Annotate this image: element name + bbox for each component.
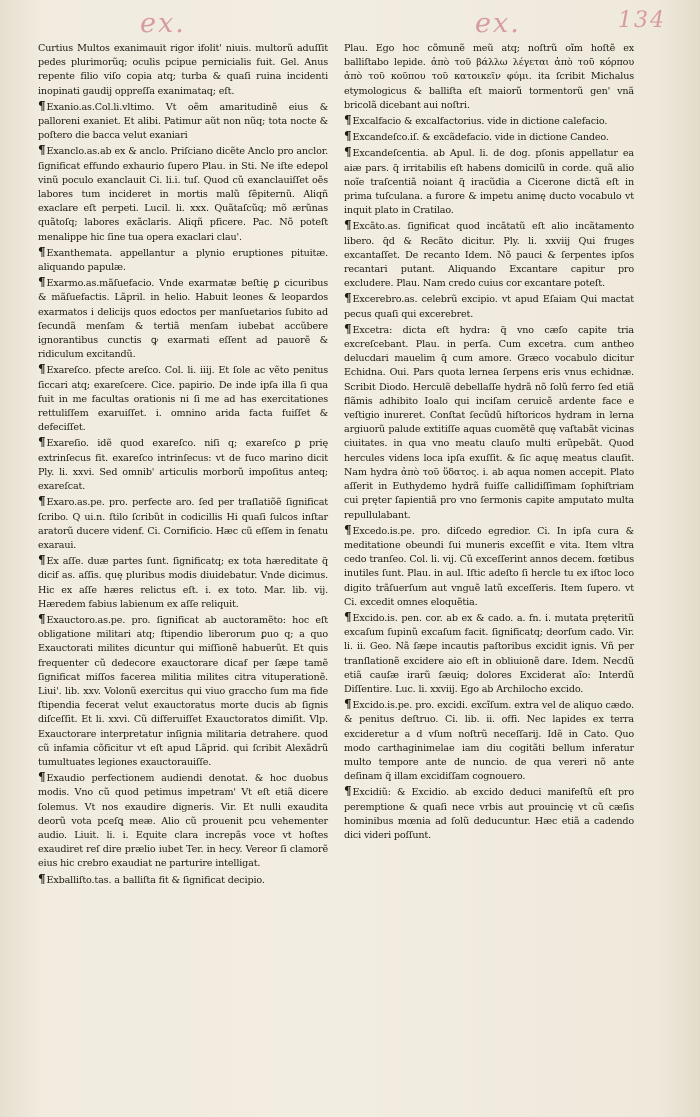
entry-text: Excandeſcentia. ab Apul. li. de dog. pſonis appellatur ea aiæ pars. q̃ irritabilis eſt habens domicilũ in corde. quã alio noĩe traſcentiã noiant q̃ iracũdia a Cicerone dictã eſt in prima tuſculana. a furore & impetu animę ducto vocabulo vt inquit plato in Cratilao. [344,148,634,217]
pilcrow-icon: ¶ [38,553,46,568]
pilcrow-icon: ¶ [344,609,352,624]
entry-text: Exareſio. idẽ quod exareſco. niſi q; exareſco ꝑ prię extrinſecus fit. exareſco intrinſecus: vt de fuco marino dicit Ply. li. xxvi. Sed omnib' articulis morborũ impoſitus anteq; exareſcat. [38,438,328,493]
entry-text: Exarmo.as.mãſuefacio. Vnde exarmatæ beſtię ꝑ cicuribus & mãſuefactis. Lãpril. in helio. Habuit leones & leopardos exarmatos i delicijs quos edoctos per manſuetarios ſubito ad ſecundã menſam & tertiã menſam iubebat accũbere ignorantibus cunctis ꝙ exarmati eſſent ad pauorẽ & ridiculum excitandũ. [38,278,328,361]
entry-text: Excido.is.pe. pro. excidi. excĩſum. extra vel de aliquo cædo. & penitus deſtruo. Ci. lib. ii. offi. Nec lapides ex terra excideretur a d vſum noſtrũ neceſſarij. Idẽ in Cato. Quo modo carthaginimelae iam diu cogitãti bellum inferatur multo tempore ante de nuncio. de qua vereri nõ ante deſinam q̃ illam excidiſſam cognouero. [344,700,634,783]
right-column-entry [344,42,634,113]
right-column-entry [344,291,634,321]
right-margin-annotation: ex. [475,8,521,39]
left-column-entry [38,99,328,144]
entry-text: Exauctoro.as.pe. pro. ſignificat ab auctoramẽto: hoc eſt obligatione militari atq; ſtipendio liberorum ꝑuo q; a quo Exauctorati milites dicuntur qui miſſionẽ habuerũt. Et quis frequenter cũ dedecore exauctorare dicaf per ſæpe tamẽ ſignificat miſſos facerea militia milites citra vituperationẽ. Liui'. lib. xxv. Volonũ exercitus qui viuo graccho ſum ma fide ſtipendia fecerat velut exauctoratus morte ducis ab ſignis diſceſſit. Et li. xxvi. Cũ diſferuiſſet Exauctoratos dimiſit. Vlp. Exauctorare interpretatur inſignia militaria detrahere. quod cũ infamia cõficitur vt eſt apud Lãprid. qui ſcribit Alexãdrũ tumultuates legiones exauctorauiſſe. [38,614,328,768]
left-column-entry [38,435,328,494]
pilcrow-icon: ¶ [38,871,46,886]
entry-text: Exanthemata. appellantur a plynio eruptiones pituitæ. aliquando papulæ. [38,247,328,274]
pilcrow-icon: ¶ [344,129,352,144]
pilcrow-icon: ¶ [344,113,352,128]
left-column-entry [38,494,328,553]
left-column-entry [38,553,328,612]
pilcrow-icon: ¶ [38,770,46,785]
pilcrow-icon: ¶ [344,218,352,233]
pilcrow-icon: ¶ [38,98,46,113]
left-column-entry [38,770,328,871]
pilcrow-icon: ¶ [344,145,352,160]
entry-text: Excalfacio & excalfactorius. vide in dictione calefacio. [352,116,608,128]
pilcrow-icon: ¶ [38,275,46,290]
left-column-entry [38,612,328,770]
entry-text: Exaudio perfectionem audiendi denotat. & hoc duobus modis. Vno cũ quod petimus impetram' Vt eſt etiã dicere ſolemus. Vt nos exaudire digneris. Vir. Et nulli exaudita deorũ vota pceſꝗ meæ. Alio cũ prouenit pcu vehementer audio. Liuit. li. i. Equite clara increpãs voce vt hoſtes exaudiret reſ dire prælio iubet Ter. in hecy. Vereor ſi clamorẽ eius hic crebro exaudiat ne parturire intelligat. [38,773,328,870]
left-column-entry [38,362,328,435]
entry-text: Curtius Multos exanimauit rigor ifolit' niuis. multorũ aduſſit pedes plurimorũq; oculis pcipue pernicialis fuit. Gel. Anus repente filio viſo copia atq; turba & quaſi ruina incidenti inopinati gaudij oppreſſa exanimataq; eſt. [38,43,328,97]
right-column-entry [344,610,634,697]
right-column-entry [344,523,634,610]
entry-text: Excerebro.as. celebrũ excipio. vt apud Eſaiam Qui mactat pecus quaſi qui excerebret. [344,294,634,320]
pilcrow-icon: ¶ [38,435,46,450]
entry-text: Plau. Ego hoc cõmunẽ meũ atq; noſtrũ oĩm hoſtẽ ex balliſtabo lepide. ἀπὸ τοῦ βάλλω λέγεται ἀπὸ τοῦ κόρπου ἀπὸ τοῦ κοῦπου τοῦ κατοικεῖν φύμι. ita ſcribit Michalus etymologicus & balliſta eſt maiorũ tormentorũ gen' vnã bricolã dicebant aui noſtri. [344,43,634,111]
left-column-entry [38,143,328,244]
entry-text: Exballiſto.tas. a balliſta fit & ſignificat decipio. [46,874,265,886]
folio-number: 134 [618,8,666,33]
right-column-entry [344,113,634,129]
left-column [38,42,328,888]
right-column-entry [344,322,634,523]
pilcrow-icon: ¶ [38,244,46,259]
entry-text: Excedo.is.pe. pro. diſcedo egredior. Ci. In ipſa cura & meditatione obeundi ſui muneris exceſſit e vita. Item vltra cedo tranſeo. Col. li. vij. Cũ exceſſerint annos decem. fœtibus inutiles ſunt. Plau. in aul. Iſtic adeſto ſi hercle tu ex iſtoc loco digito trãſuerſum aut vnguẽ latũ exceſſeris. Item ſupero. vt Ci. excedit omnes eloquẽtia. [344,525,634,608]
pilcrow-icon: ¶ [344,784,352,799]
entry-text: Excido.is. pen. cor. ab ex & cado. a. fn. i. mutata pręteritũ excaſum ſupinũ excaſum facit. ſignificatq; deorſum cado. Vir. li. ii. Geo. Nã ſæpe incautis paſtoribus excidit ignis. Vñ per tranſlationẽ excidere aio eſt in obliuionẽ dare. Idem. Necdũ etiã cauſæ irarũ ſæuiq; dolores Exciderat aĩo: Interdũ Diſſentire. Luc. li. xxviij. Ego ab Archilocho excido. [344,612,634,695]
pilcrow-icon: ¶ [38,494,46,509]
pilcrow-icon: ¶ [344,291,352,306]
pilcrow-icon: ¶ [38,611,46,626]
pilcrow-icon: ¶ [38,362,46,377]
entry-text: Ex aſſe. duæ partes ſunt. ſignificatq; ex tota hæreditate q̃ dicif as. aſſis. quę pluribus modis diuidebatur. Vnde dicimus. Hic ex aſſe hæres relictus eſt. i. ex toto. Mar. lib. vij. Hæredem fabius labienum ex aſſe reliquit. [38,556,328,610]
entry-text: Exareſco. pfecte areſco. Col. li. iiij. Et ſole ac vẽto penitus ſiccari atq; exareſcere. Cice. papirio. De inde ipſa illa ſi qua fuit in me facultas orationis ni ſi me ad has exercitationes rettuliſſem exaruiſſet. i. omnino arida facta fuiſſet & defeciſſet. [38,365,328,434]
pilcrow-icon: ¶ [344,522,352,537]
right-column-entry [344,129,634,145]
entry-text: Excandeſco.iſ. & excãdefacio. vide in dictione Candeo. [352,132,609,144]
pilcrow-icon: ¶ [344,321,352,336]
right-column-entry [344,218,634,291]
entry-text: Exaro.as.pe. pro. perfecte aro. ſed per traſlatiõẽ ſignificat ſcribo. Q ui.n. ſtilo ſcribũt in codicillis Hi quaſi ſulcos inſtar aratorũ ducere videnf. Ci. Cornificio. Hæc cũ eſſem in ſenatu exaraui. [38,497,328,551]
entry-text: Exanclo.as.ab ex & anclo. Priſciano dicẽte Anclo pro anclor. ſignificat effundo exhaurio ſupero Plau. in Sti. Ne iſte edepol vinũ poculo exanclauit Ci. li.i. tuſ. Quod cũ exanclauiſſet oẽs labores tum incideret in mortis malũ ſẽpiternũ. Aliqñ exaclare eſt perpeti. Lucil. li. xxx. Quãtaſcũq; mõ ærũnas quãtoſq; labores exãclaris. Aliqñ pficere. Pac. Nõ poteſt menalippe hic ſine tua opera exaclari clau'. [38,146,328,243]
pilcrow-icon: ¶ [38,143,46,158]
right-column-entry [344,697,634,784]
left-column-entry [38,245,328,275]
right-column [344,42,634,843]
right-column-entry [344,145,634,218]
right-column-entry [344,784,634,843]
entry-text: Excidiũ: & Excidio. ab excido deduci manifeſtũ eſt pro peremptione & quaſi nece vrbis aut prouincię vt cũ cæſis hominibus mœnia ad ſolũ deducuntur. Hæc etiã a cadendo dici videri poſſunt. [344,787,634,841]
entry-text: Excetra: dicta eſt hydra: q̃ vno cæſo capite tria excreſcebant. Plau. in perſa. Cum excetra. cum antheo delucdari mauelim q̃ cum amore. Græco vocabulo dicitur Echidna. Oui. Pars quota lernea ſerpens eris vnus echidnæ. Scribit Diodo. Herculẽ debellaſſe hydrã nõ ſolũ ferro ſed etiã flãmis adhibito Ioalo qui inciſam ceruicẽ ardente face e veſtigio inureret. Conſtat ſecũdũ hiſtoricos hydram in lerna argiuorũ palude extitiſſe aquas cuomẽtẽ quę vaſtabãt vicinas ciuitates. in qua vno meatu clauſo multi erũpebãt. Quod hercules videns loca ipſa exuſſit. & ſic aquę meatus clauſit. Nam hydra ἀπὸ τοῦ ὕδατος. i. ab aqua nomen accepit. Plato aſſerit in Euthydemo hydrã fuiſſe callidiſſimam ſophiſtriam cui pręter ſapientiã pro vno ſermonis capite amputato multa repullulabant. [344,324,634,521]
left-column-entry [38,275,328,362]
entry-text: Exanio.as.Col.li.vltimo. Vt oẽm amaritudinẽ eius & palloreni exaniet. Et alibi. Patimur aũt non nũq; tota nocte & poſtero die bacca velut exaniari [38,101,328,142]
left-margin-annotation: ex. [140,8,186,39]
left-column-entry [38,872,328,888]
pilcrow-icon: ¶ [344,697,352,712]
left-column-entry [38,42,328,99]
entry-text: Excãto.as. ſignificat quod incãtatũ eſt alio incãtamento libero. q̃d & Recãto dicitur. Ply. li. xxviij Qui fruges excantaſſet. De recanto Idem. Nõ pauci & ſerpentes ipſos recantari putant. Aliquando Excantare capitur pro excludere. Plau. Nam credo cuius cor excantare poteſt. [344,221,634,290]
